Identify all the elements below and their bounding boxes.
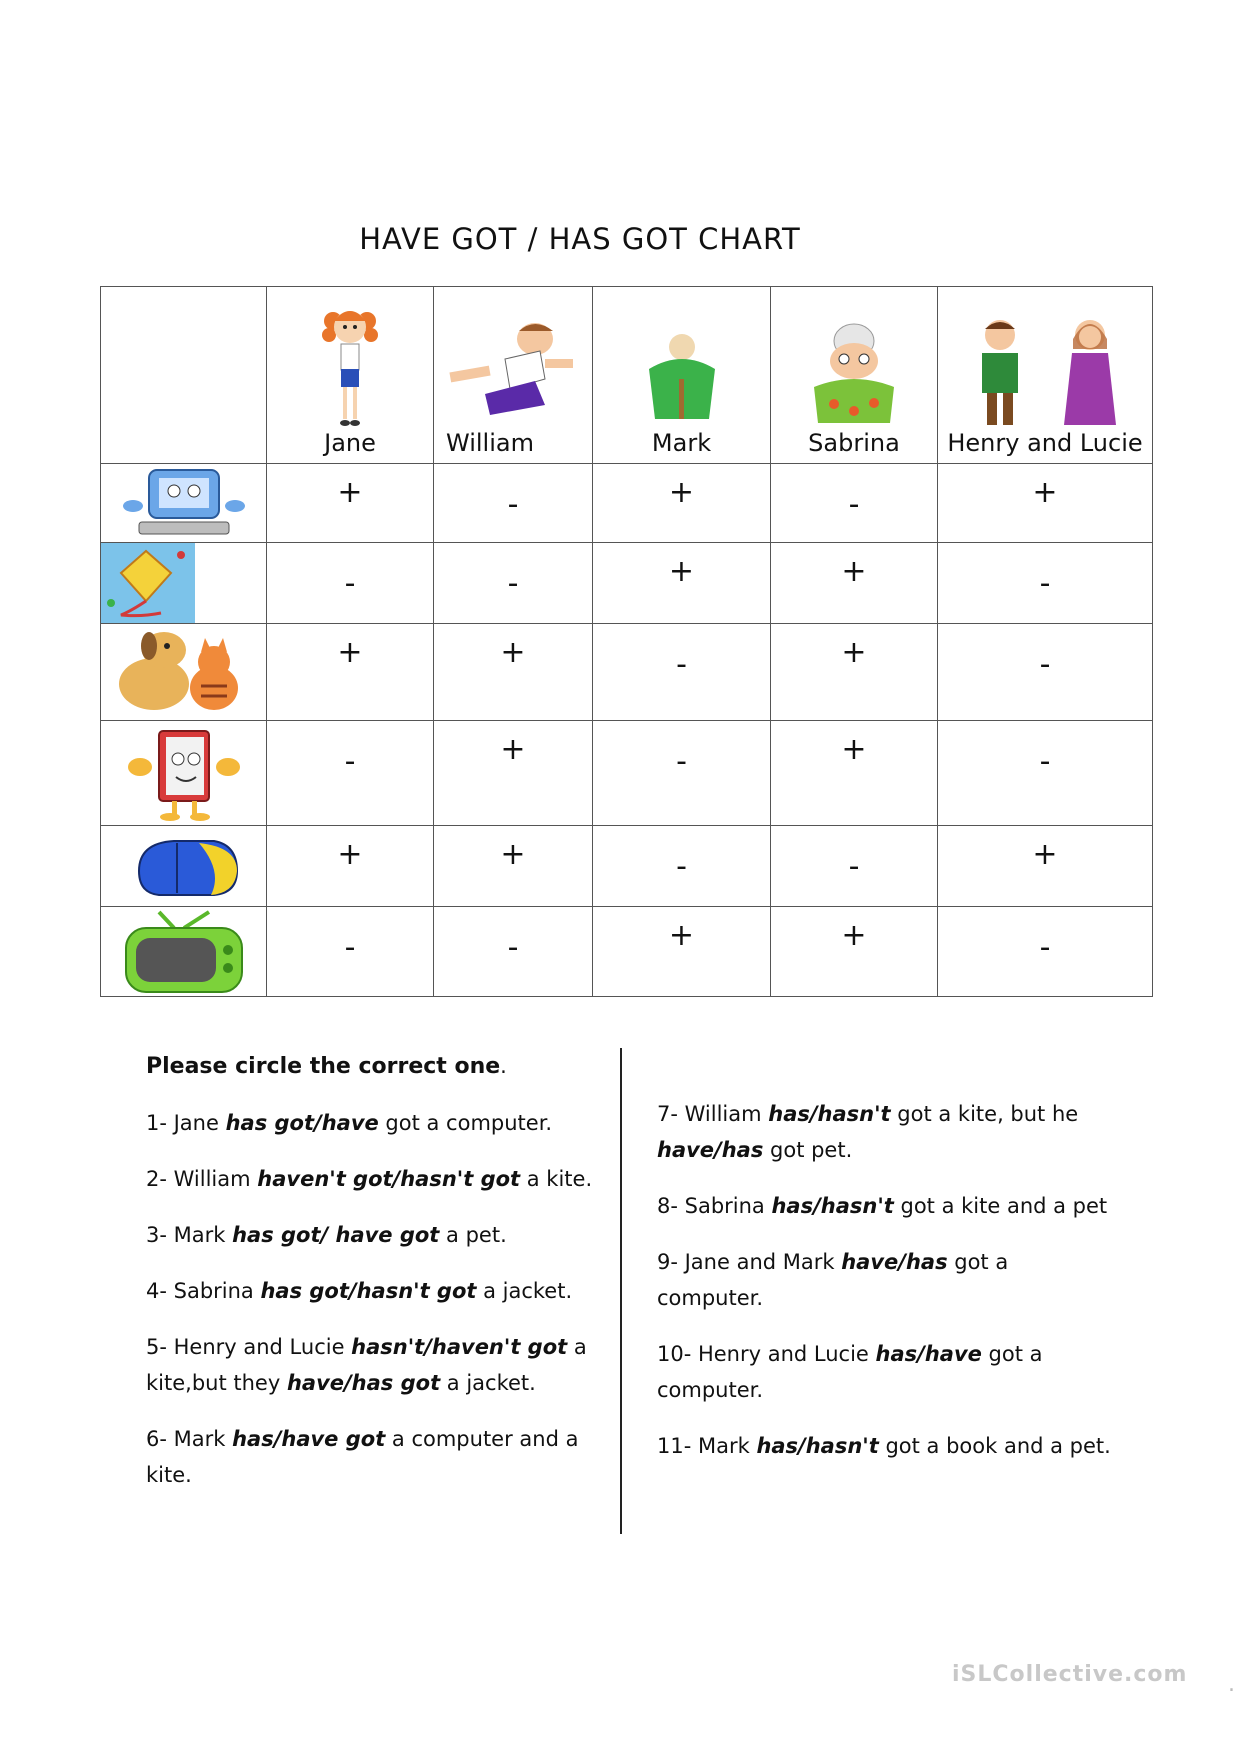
exercise-item: 5- Henry and Lucie hasn't/haven't got a kite,but they have/has got a jacket. <box>146 1335 587 1395</box>
exercise-item: 10- Henry and Lucie has/have got a computer. <box>657 1342 1043 1402</box>
mark: + <box>337 635 363 670</box>
mark-cell <box>434 826 593 907</box>
exercise-item: 1- Jane has got/have got a computer. <box>146 1111 553 1135</box>
book-icon <box>114 723 254 823</box>
mark: - <box>507 930 519 965</box>
exercise-column-left <box>146 1048 596 1513</box>
item-cell <box>101 624 267 721</box>
item-cell <box>101 907 267 997</box>
table-row <box>101 907 1153 997</box>
tv-icon <box>114 908 254 996</box>
man-icon <box>445 319 581 429</box>
mark-cell <box>938 543 1153 624</box>
mark: + <box>668 554 695 589</box>
answer-choice[interactable]: has/have <box>875 1342 982 1366</box>
mark-cell <box>267 826 434 907</box>
column-divider <box>620 1048 622 1534</box>
mark: - <box>848 487 860 522</box>
mark-cell <box>593 624 771 721</box>
mark: + <box>1032 475 1058 510</box>
exercise-item: 2- William haven't got/hasn't got a kite. <box>146 1167 593 1191</box>
mark-cell <box>938 624 1153 721</box>
person-name: Sabrina <box>808 429 900 457</box>
footer-dot: . <box>1228 1672 1235 1697</box>
mark: + <box>500 732 526 767</box>
exercise-item: 4- Sabrina has got/hasn't got a jacket. <box>146 1279 573 1303</box>
mark-cell <box>938 721 1153 826</box>
mark-cell <box>593 721 771 826</box>
mark-cell <box>434 624 593 721</box>
person-name: Henry and Lucie <box>947 429 1143 457</box>
mark-cell <box>593 826 771 907</box>
mark-cell <box>434 543 593 624</box>
mark: - <box>1039 566 1051 601</box>
exercise-item: 8- Sabrina has/hasn't got a kite and a pet <box>657 1194 1108 1218</box>
person-header-mark <box>593 287 771 464</box>
mark: + <box>841 554 867 589</box>
mark: - <box>507 487 519 522</box>
mark-cell <box>771 907 938 997</box>
answer-choice[interactable]: hasn't/haven't got <box>351 1335 568 1359</box>
page-title: HAVE GOT / HAS GOT CHART <box>359 222 801 256</box>
old-man-icon <box>637 329 727 429</box>
item-cell <box>101 543 267 624</box>
mark: + <box>841 918 867 953</box>
answer-choice[interactable]: has/have got <box>232 1427 386 1451</box>
answer-choice[interactable]: haven't got/hasn't got <box>257 1167 521 1191</box>
mark-cell <box>434 907 593 997</box>
mark: + <box>841 732 867 767</box>
mark-cell <box>267 543 434 624</box>
mark: + <box>1032 837 1058 872</box>
mark: - <box>344 566 356 601</box>
girl-icon <box>315 299 385 429</box>
mark-cell <box>593 907 771 997</box>
instruction: Please circle the correct one. <box>146 1054 507 1079</box>
mark: - <box>344 930 356 965</box>
answer-choice[interactable]: has got/have <box>225 1111 379 1135</box>
mark-cell <box>267 907 434 997</box>
jacket-icon <box>119 831 249 901</box>
table-row <box>101 624 1153 721</box>
item-cell <box>101 826 267 907</box>
item-cell <box>101 464 267 543</box>
answer-choice[interactable]: has/hasn't <box>768 1102 891 1126</box>
mark-cell <box>593 543 771 624</box>
exercise-item: 9- Jane and Mark have/has got a computer. <box>657 1250 1009 1310</box>
mark: - <box>848 849 860 884</box>
table-row <box>101 721 1153 826</box>
person-name: Jane <box>324 429 376 457</box>
mark-cell <box>771 543 938 624</box>
mark-cell <box>938 464 1153 543</box>
answer-choice[interactable]: have/has <box>841 1250 948 1274</box>
answer-choice[interactable]: has got/ have got <box>232 1223 440 1247</box>
answer-choice[interactable]: has/hasn't <box>756 1434 879 1458</box>
mark-cell <box>593 464 771 543</box>
mark-cell <box>771 826 938 907</box>
mark-cell <box>434 464 593 543</box>
mark: - <box>507 566 519 601</box>
empty-corner-cell <box>101 287 267 464</box>
exercise-item: 7- William has/hasn't got a kite, but he have/has got pet. <box>657 1102 1079 1162</box>
mark: - <box>1039 744 1051 779</box>
couple-icon <box>960 313 1130 429</box>
mark: + <box>668 918 695 953</box>
mark: - <box>344 744 356 779</box>
person-header-william <box>434 287 593 464</box>
mark-cell <box>267 624 434 721</box>
exercise-item: 6- Mark has/have got a computer and a kite. <box>146 1427 579 1487</box>
answer-choice[interactable]: have/has got <box>286 1371 441 1395</box>
mark: + <box>668 475 695 510</box>
have-got-chart <box>100 286 1153 997</box>
mark: - <box>676 744 687 779</box>
table-row <box>101 543 1153 624</box>
kite-icon <box>101 543 266 623</box>
table-row <box>101 464 1153 543</box>
item-cell <box>101 721 267 826</box>
mark: - <box>1039 647 1051 682</box>
mark: + <box>500 635 526 670</box>
mark: - <box>676 849 687 884</box>
person-header-jane <box>267 287 434 464</box>
person-header-henry-lucie <box>938 287 1153 464</box>
mark-cell <box>267 721 434 826</box>
exercise-item: 11- Mark has/hasn't got a book and a pet. <box>657 1434 1111 1458</box>
table-row <box>101 826 1153 907</box>
answer-choice[interactable]: have/has <box>657 1138 764 1162</box>
mark-cell <box>434 721 593 826</box>
exercise-column-right <box>657 1096 1117 1484</box>
person-header-sabrina <box>771 287 938 464</box>
mark-cell <box>938 907 1153 997</box>
pets-icon <box>109 626 259 718</box>
mark-cell <box>771 464 938 543</box>
mark-cell <box>771 624 938 721</box>
mark-cell <box>267 464 434 543</box>
person-name: Mark <box>651 429 712 457</box>
mark-cell <box>938 826 1153 907</box>
mark: + <box>337 837 363 872</box>
answer-choice[interactable]: has got/hasn't got <box>260 1279 477 1303</box>
mark: + <box>841 635 867 670</box>
mark: + <box>337 475 363 510</box>
exercise-item: 3- Mark has got/ have got a pet. <box>146 1223 507 1247</box>
mark: - <box>676 647 687 682</box>
answer-choice[interactable]: has/hasn't <box>771 1194 894 1218</box>
mark: + <box>500 837 526 872</box>
computer-icon <box>119 466 249 540</box>
person-name: William <box>446 429 534 457</box>
mark-cell <box>771 721 938 826</box>
footer-watermark: iSLCollective.com <box>952 1662 1188 1687</box>
grandma-icon <box>794 319 914 429</box>
mark: - <box>1039 930 1051 965</box>
